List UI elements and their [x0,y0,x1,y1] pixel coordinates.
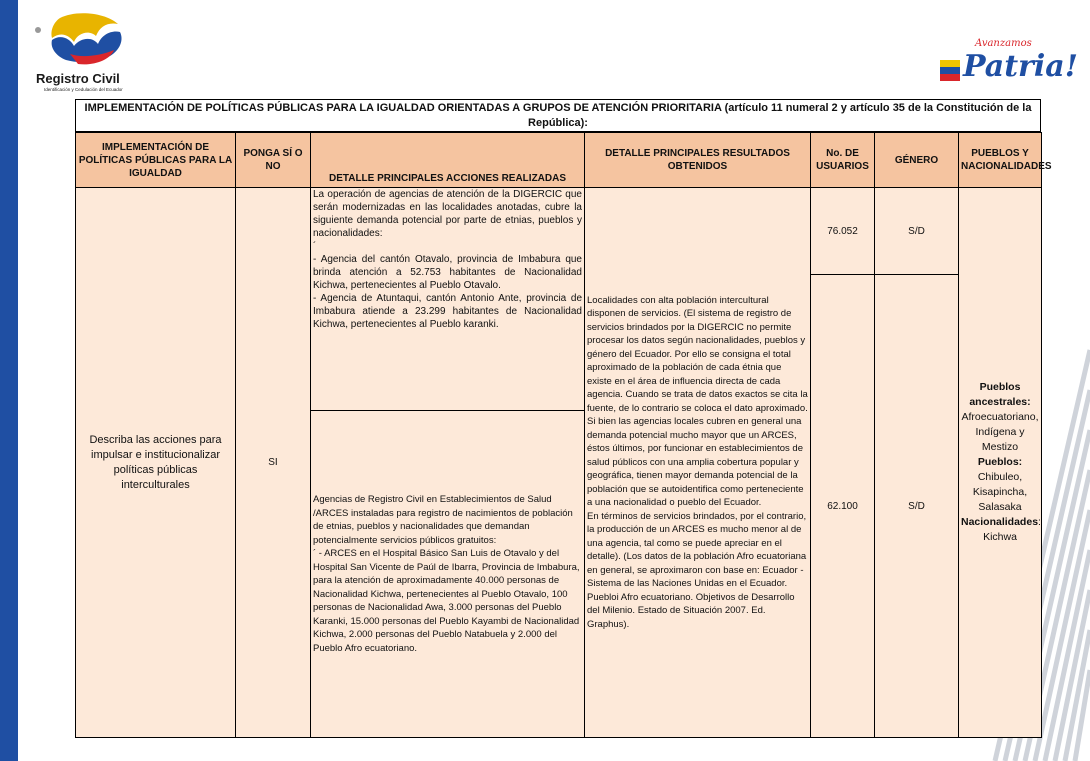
action1-mark: ´ [313,241,317,252]
peoples-value-2: Chibuleo, Kisapincha, Salasaka [972,471,1028,513]
action2-item: ´ - ARCES en el Hospital Básico San Luis de Otavalo y del Hospital San Vicente de Paúl de Ibarra, Provincia de Imbabura, para la atención de aproximadamente 40.000 personas de Nacionalidad Kichwa, pertenecientes al Pueblo Otavalo, 100 personas de Nacionalidad Awa, 3.000 personas del Pueblo Karanki, 15.000 personas del Pueblo Kayambi de Nacionalidad Kichwa, 2.000 personas del Pueblo Natabuela y 2.000 del Pueblo Afro ecuatoriano. [313,548,580,654]
policies-table [75,132,1052,738]
results-paragraph-2: En términos de servicios brindados, por el contrario, la producción de un ARCES es mucho menor al de una agencia, tal como se puede apreciar en el detalle). (Los datos de la población Afro ecuatoriana en general, se aproximaron con base en: Ecuador -Sistema de las Naciones Unidas en el Ecuador. Puebloi Afro ecuatoriano. Objetivos de Desarrollo del Milenio. Estado de Situación 2007. Ed. Graphus). [587,510,807,630]
logo-title: Registro Civil [36,71,120,86]
header-results: DETALLE PRINCIPALES RESULTADOS OBTENIDOS [585,133,811,188]
document-title: IMPLEMENTACIÓN DE POLÍTICAS PÚBLICAS PARA LA IGUALDAD ORIENTADAS A GRUPOS DE ATENCIÓN PRIORITARIA (artículo 11 numeral 2 y artículo 35 de la Constitución de la República): [75,99,1041,132]
results-cell [585,188,811,738]
action1-intro: La operación de agencias de atención de la DIGERCIC que serán modernizadas en las localidades anotadas, cubre la siguiente demanda potencial por parte de etnias, pueblos y nacionalidades: [313,189,582,239]
header-actions: DETALLE PRINCIPALES ACCIONES REALIZADAS [311,133,585,188]
peoples-label-3: Nacionalidades [961,516,1039,528]
header-users: No. DE USUARIOS [811,133,875,188]
header-peoples: PUEBLOS Y NACIONALIDADES [959,133,1042,188]
left-accent-bar [0,0,18,761]
action1-item1: - Agencia del cantón Otavalo, provincia de Imbabura que brinda atención a 52.753 habitantes de Nacionalidad Kichwa, pertenecientes al Pueblo Otavalo. [313,254,582,291]
peoples-label-1: Pueblos ancestrales: [969,381,1031,408]
table-header-row [76,133,1042,188]
header-gender: GÉNERO [875,133,959,188]
logo-text-top: Avanzamos [975,38,1032,49]
peoples-label-2: Pueblos: [977,456,1023,468]
registro-civil-logo [30,10,140,95]
table-row [76,188,1042,275]
left-accent-gap [18,0,22,761]
results-paragraph-1: Localidades con alta población intercultural disponen de servicios. (El sistema de registro de servicios brindados por la DIGERCIC no permite procesar los datos según nacionalidades, pueblos y género del Ecuador. Por ello se consigna el total aproximado de la población de cada étnia que existe en el área de influencia directa de cada agencia. Cuando se trata de datos exactos se cita la fuente, de lo contrario se coloca el dato aproximado. Si bien las agencias locales cubren en general una demanda potencial mucho mayor que un ARCES, éstos últimos, por funcionar en establecimientos de salud públicos con una amplia cobertura popular y geográfica, tienen mayor demanda potencial de la población que se autoidentifica como perteneciente a una nacionalidad o pueblo del Ecuador. [587,294,808,509]
avanzamos-patria-logo [935,32,1078,87]
action-cell-1 [311,188,585,411]
users-cell-1: 76.052 [811,188,875,275]
header-yes-no: PONGA SÍ O NO [236,133,311,188]
header-policy: IMPLEMENTACIÓN DE POLÍTICAS PÚBLICAS PARA LA IGUALDAD [76,133,236,188]
logo-subtitle: Identificación y Cedulación del Ecuador [44,87,123,92]
logo-text-main: Patria! [963,49,1078,84]
peoples-cell [959,188,1042,738]
peoples-value-1: Afroecuatoriano, Indígena y Mestizo [961,411,1039,453]
action2-intro: Agencias de Registro Civil en Establecimientos de Salud /ARCES instaladas para registro de nacimientos de población de etnias, pueblos y nacionalidades que demandan potencialmente servicios públicos gratuitos: [313,494,573,546]
action-cell-2 [311,411,585,738]
answer-cell: SI [236,188,311,738]
users-cell-2: 62.100 [811,275,875,738]
gender-cell-2: S/D [875,275,959,738]
peoples-value-3: : Kichwa [983,516,1041,543]
gender-cell-1: S/D [875,188,959,275]
action1-item2: - Agencia de Atuntaqui, cantón Antonio Ante, provincia de Imbabura atiende a 23.299 habitantes de Nacionalidad Kichwa, pertenecientes al Pueblo karanki. [313,293,582,330]
policy-cell: Describa las acciones para impulsar e institucionalizar políticas públicas interculturales [76,188,236,738]
